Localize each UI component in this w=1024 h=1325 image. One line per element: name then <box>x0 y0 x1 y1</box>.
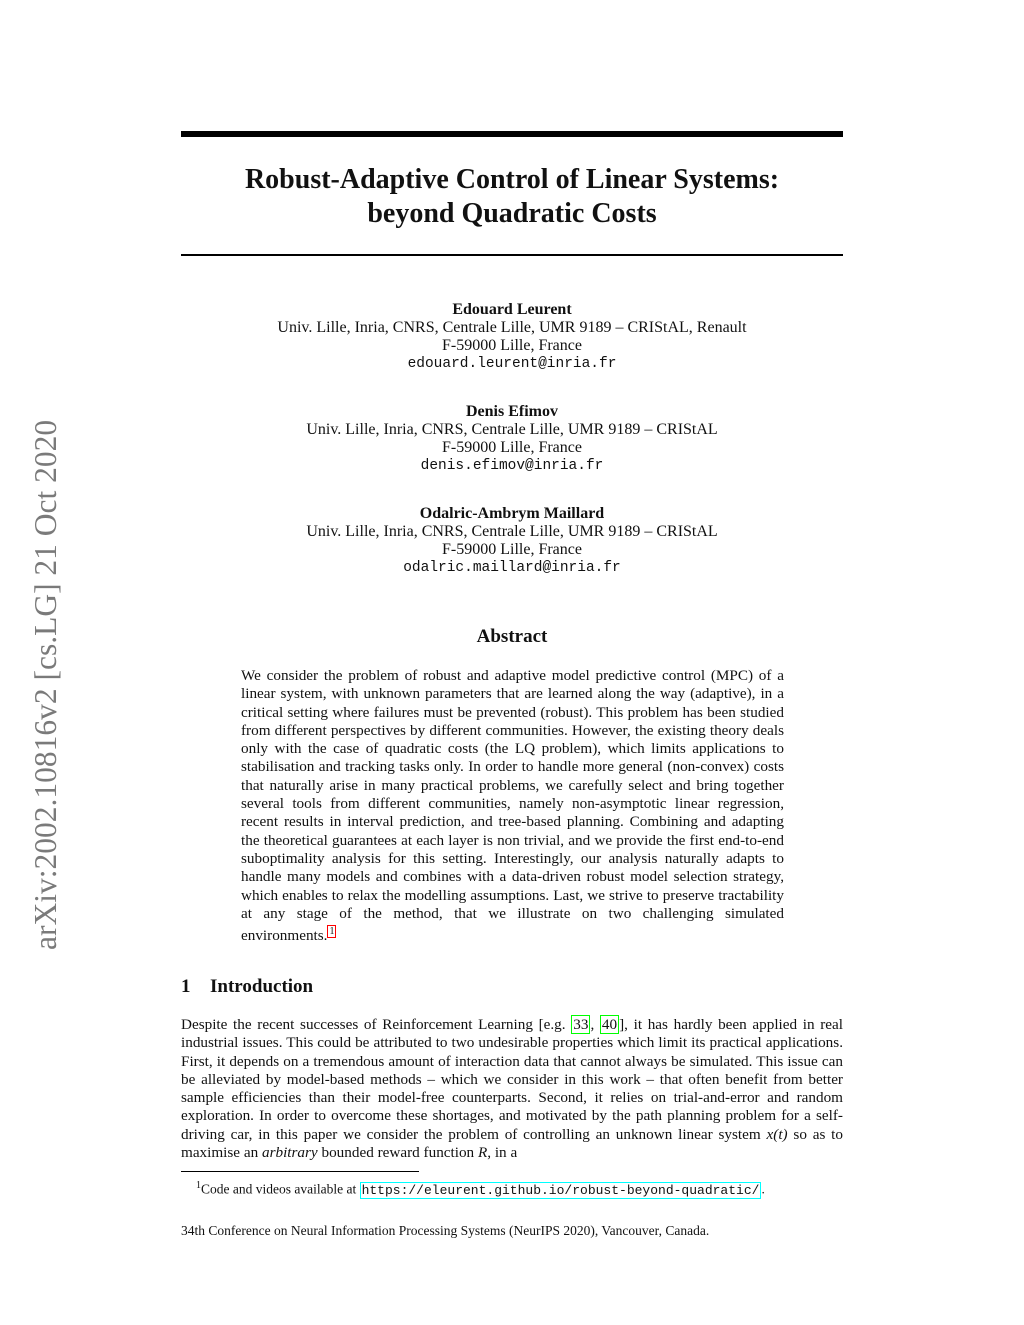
section-title: Introduction <box>210 976 314 997</box>
author-block-1 <box>181 301 843 373</box>
footnote <box>196 1177 846 1200</box>
title-top-rule <box>181 131 843 137</box>
footnote-link[interactable]: 1 <box>329 926 335 938</box>
author-affiliation: Univ. Lille, Inria, CNRS, Centrale Lille, UMR 9189 – CRIStAL <box>306 523 718 540</box>
author-block-2 <box>181 403 843 475</box>
title-line-2: beyond Quadratic Costs <box>367 198 657 229</box>
footnote-rule <box>181 1171 419 1172</box>
section-number: 1 <box>181 976 191 997</box>
emphasis-text: arbitrary <box>261 1144 318 1162</box>
citation-link[interactable]: 40 <box>601 1016 618 1033</box>
author-block-3 <box>181 505 843 577</box>
intro-text: Despite the recent successes of Reinforcement Learning [e.g. <box>181 1016 566 1033</box>
author-affiliation: Univ. Lille, Inria, CNRS, Centrale Lille, UMR 9189 – CRIStAL <box>306 421 718 438</box>
math-r: R <box>477 1144 488 1162</box>
intro-text: , in a <box>487 1144 518 1162</box>
footnote-url-link[interactable]: https://eleurent.github.io/robust-beyond-quadratic/ <box>361 1182 760 1198</box>
footnote-end: . <box>761 1181 765 1197</box>
author-name: Edouard Leurent <box>452 301 572 318</box>
author-address: F-59000 Lille, France <box>442 337 582 354</box>
intro-text: ], it has hardly been applied in real industrial issues. This could be attributed to two undesirable properties which limit its practical applications. First, it depends on a tremendous amount of interaction data that cannot always be simulated. This issue can be alleviated by model-based methods – which we consider in this work – that often benefit from better sample efficiencies than their model-free counterparts. Second, it relies on trial-and-error and random exploration. In order to overcome these shortages, and motivated by the path planning problem for a self-driving car, in this paper we consider the problem of controlling an unknown linear system <box>181 1016 844 1143</box>
abstract-text <box>241 667 784 946</box>
paper-title <box>181 163 843 231</box>
footnote-text: Code and videos available at <box>201 1181 357 1197</box>
arxiv-sidebar <box>26 350 66 950</box>
citation-link[interactable]: 33 <box>573 1016 589 1033</box>
author-name: Odalric-Ambrym Maillard <box>419 505 605 522</box>
intro-paragraph <box>181 1016 843 1162</box>
author-affiliation: Univ. Lille, Inria, CNRS, Centrale Lille, UMR 9189 – CRIStAL, Renault <box>277 319 747 336</box>
arxiv-identifier: arXiv:2002.10816v2 [cs.LG] 21 Oct 2020 <box>28 419 63 950</box>
conference-note: 34th Conference on Neural Information Processing Systems (NeurIPS 2020), Vancouver, Canada. <box>181 1223 710 1238</box>
author-address: F-59000 Lille, France <box>442 541 582 558</box>
section-heading <box>181 976 313 998</box>
title-line-1: Robust-Adaptive Control of Linear Systems: <box>244 164 780 195</box>
footnote-mark: 1 <box>196 1180 201 1191</box>
intro-text: so as to maximise an <box>181 1125 843 1162</box>
title-bottom-rule <box>181 254 843 256</box>
author-email[interactable]: edouard.leurent@inria.fr <box>407 356 617 372</box>
author-name: Denis Efimov <box>466 403 558 420</box>
abstract-heading: Abstract <box>476 626 548 647</box>
math-x-of-t: x(t) <box>766 1125 788 1143</box>
citation-separator: , <box>590 1016 595 1033</box>
abstract-body: We consider the problem of robust and adaptive model predictive control (MPC) of a linear system, with unknown parameters that are learned along the way (adaptive), in a critical setting where failures must be prevented (robust). This problem has been studied from different perspectives by different communities. However, the existing theory deals only with the case of quadratic costs (the LQ problem), which limits applications to stabilisation and tracking tasks only. In order to handle more general (non-convex) costs that naturally arise in many practical problems, we carefully select and bring together several tools from different communities, namely non-asymptotic linear regression, recent results in interval prediction, and tree-based planning. Combining and adapting the theoretical guarantees at each layer is non trivial, and we provide the first end-to-end suboptimality analysis for this setting. Interestingly, our analysis naturally adapts to handle many models and combines with a data-driven robust model selection strategy, which enables to relax the modelling assumptions. Last, we strive to preserve tractability at any stage of the method, that we illustrate on two challenging simulated environments. <box>241 667 784 945</box>
author-email[interactable]: odalric.maillard@inria.fr <box>403 560 621 576</box>
intro-text: bounded reward function <box>321 1144 475 1162</box>
author-email[interactable]: denis.efimov@inria.fr <box>420 458 604 474</box>
author-address: F-59000 Lille, France <box>442 439 582 456</box>
